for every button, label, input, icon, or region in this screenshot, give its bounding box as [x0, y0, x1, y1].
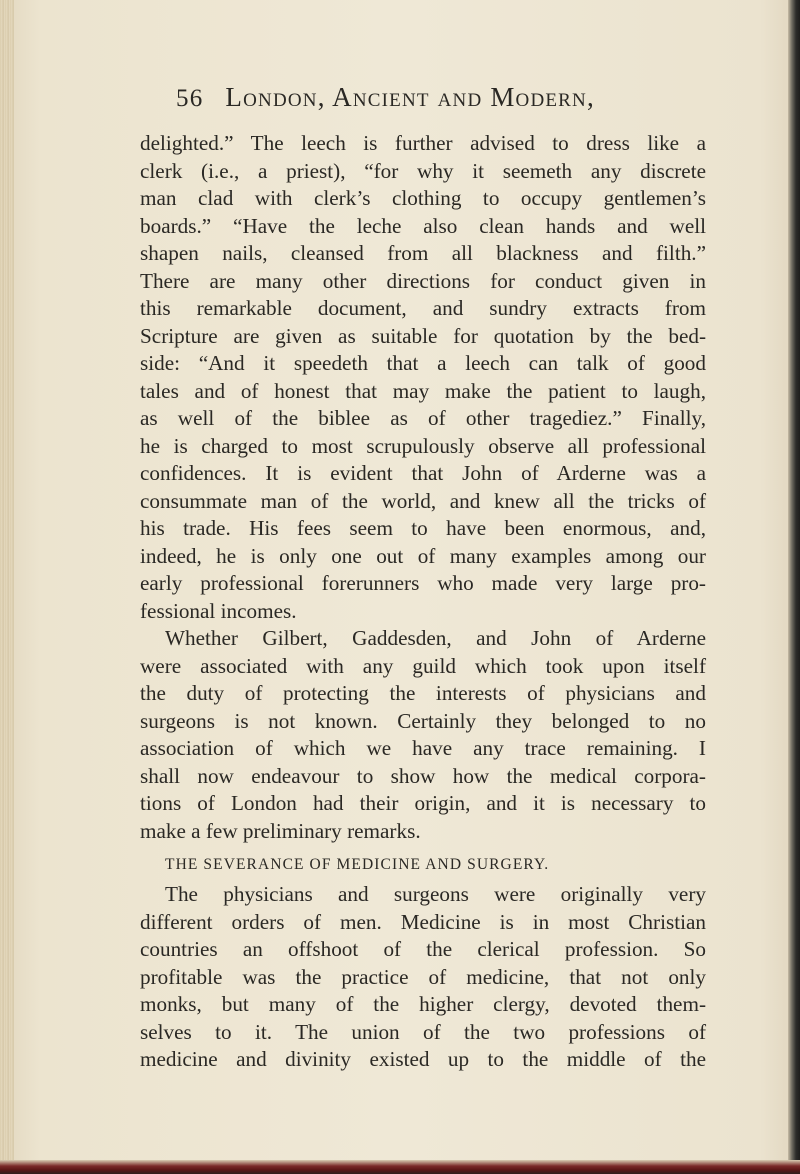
text-line: delighted.” The leech is further advised to dress like a [140, 131, 706, 155]
paragraph-3 [140, 881, 706, 1074]
text-line: countries an offshoot of the clerical profession. So [140, 937, 706, 961]
paragraph-2 [140, 625, 706, 845]
text-line: indeed, he is only one out of many examples among our [140, 543, 706, 568]
text-line: The physicians and surgeons were originally very [165, 882, 706, 906]
text-line: surgeons is not known. Certainly they belonged to no [140, 708, 706, 733]
text-line: boards.” “Have the leche also clean hands and well [140, 213, 706, 238]
text-line: clerk (i.e., a priest), “for why it seemeth any discrete [140, 158, 706, 183]
text-line: profitable was the practice of medicine, that not only [140, 964, 706, 989]
text-line: association of which we have any trace remaining. I [140, 736, 706, 760]
book-bottom-edge [0, 1160, 800, 1174]
text-line: side: “And it speedeth that a leech can talk of good [140, 351, 706, 375]
text-line: consummate man of the world, and knew all the tricks of [140, 488, 706, 513]
text-line: monks, but many of the higher clergy, devoted them- [140, 992, 706, 1016]
text-line: medicine and divinity existed up to the middle of the [140, 1047, 706, 1071]
text-line: man clad with clerk’s clothing to occupy gentlemen’s [140, 186, 706, 210]
text-line: Whether Gilbert, Gaddesden, and John of Arderne [165, 626, 706, 650]
text-line: selves to it. The union of the two professions of [140, 1019, 706, 1044]
body-text [140, 130, 706, 1074]
page-number: 56 [176, 85, 204, 112]
text-line: There are many other directions for conduct given in [140, 268, 706, 293]
text-line: his trade. His fees seem to have been enormous, and, [140, 516, 706, 540]
text-line: shapen nails, cleansed from all blackness and filth.” [140, 241, 706, 265]
text-line: make a few preliminary remarks. [140, 818, 421, 843]
text-line: this remarkable document, and sundry extracts from [140, 296, 706, 320]
text-line: tions of London had their origin, and it is necessary to [140, 791, 706, 815]
text-line: confidences. It is evident that John of Arderne was a [140, 461, 706, 485]
binding-edge [0, 0, 14, 1174]
text-line: Scripture are given as suitable for quotation by the bed- [140, 323, 706, 348]
running-title: London, Ancient and Modern, [225, 82, 595, 112]
text-line: he is charged to most scrupulously observe all professional [140, 433, 706, 458]
text-line: early professional forerunners who made very large pro- [140, 571, 706, 595]
section-heading: THE SEVERANCE OF MEDICINE AND SURGERY. [165, 856, 550, 873]
text-line: were associated with any guild which took upon itself [140, 653, 706, 678]
running-header [176, 82, 636, 113]
book-edge [788, 0, 800, 1174]
text-line: different orders of men. Medicine is in most Christian [140, 909, 706, 934]
text-line: fessional incomes. [140, 598, 297, 623]
text-line: shall now endeavour to show how the medical corpora- [140, 763, 706, 788]
paragraph-1 [140, 130, 706, 625]
text-line: tales and of honest that may make the patient to laugh, [140, 378, 706, 403]
text-line: as well of the biblee as of other tragediez.” Finally, [140, 406, 706, 430]
text-line: the duty of protecting the interests of physicians and [140, 681, 706, 705]
